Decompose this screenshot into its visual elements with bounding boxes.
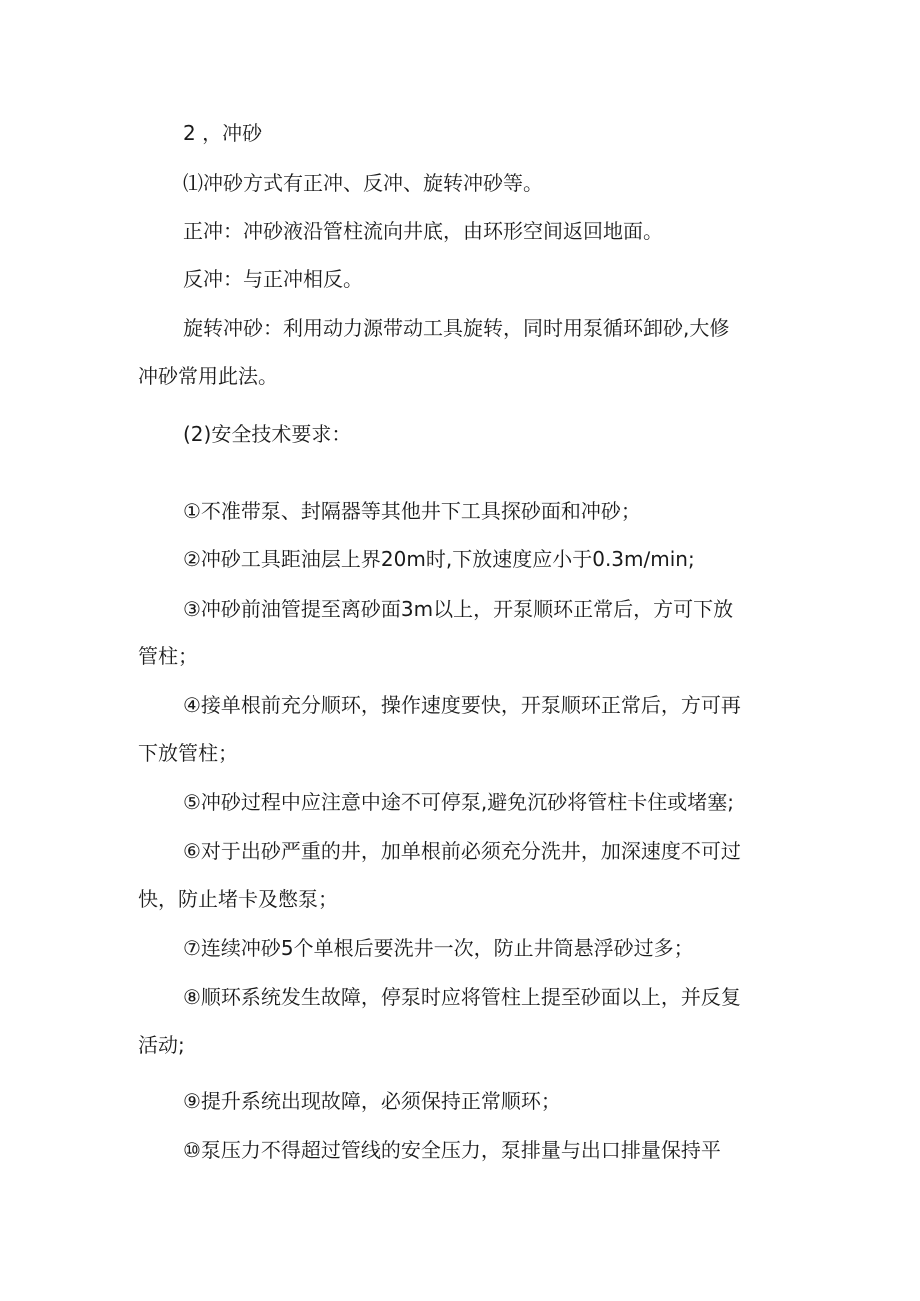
requirement-4-line2: 下放管柱； — [138, 741, 238, 765]
requirement-8-line1: ⑧顺环系统发生故障，停泵时应将管柱上提至砂面以上，并反复 — [183, 985, 741, 1009]
requirement-5: ⑤冲砂过程中应注意中途不可停泵,避免沉砂将管柱卡住或堵塞; — [183, 790, 735, 814]
methods-intro: ⑴冲砂方式有正冲、反冲、旋转冲砂等。 — [183, 171, 543, 195]
requirement-4-line1: ④接单根前充分顺环，操作速度要快，开泵顺环正常后，方可再 — [183, 693, 741, 717]
requirement-8-line2: 活动; — [138, 1033, 185, 1057]
requirement-3-line2: 管柱； — [138, 644, 198, 668]
requirement-10-line1: ⑩泵压力不得超过管线的安全压力，泵排量与出口排量保持平 — [183, 1138, 721, 1162]
reverse-flush-text: 反冲：与正冲相反。 — [183, 267, 363, 291]
rotary-flush-line1: 旋转冲砂：利用动力源带动工具旋转，同时用泵循环卸砂,大修 — [183, 316, 730, 340]
rotary-flush-line2: 冲砂常用此法。 — [138, 364, 278, 388]
requirement-7: ⑦连续冲砂5个单根后要洗井一次，防止井筒悬浮砂过多； — [183, 936, 694, 960]
safety-heading: (2)安全技术要求： — [183, 422, 352, 446]
requirement-6-line2: 快，防止堵卡及憋泵； — [138, 887, 338, 911]
requirement-3-line1: ③冲砂前油管提至离砂面3m以上，开泵顺环正常后，方可下放 — [183, 597, 734, 621]
forward-flush-text: 正冲：冲砂液沿管柱流向井底，由环形空间返回地面。 — [183, 219, 663, 243]
requirement-6-line1: ⑥对于出砂严重的井，加单根前必须充分洗井，加深速度不可过 — [183, 839, 741, 863]
requirement-1: ①不准带泵、封隔器等其他井下工具探砂面和冲砂； — [183, 499, 641, 523]
requirement-2: ②冲砂工具距油层上界20m时,下放速度应小于0.3m∕min; — [183, 547, 695, 571]
requirement-9: ⑨提升系统出现故障，必须保持正常顺环； — [183, 1089, 561, 1113]
section-heading: 2 ，冲砂 — [183, 121, 263, 145]
